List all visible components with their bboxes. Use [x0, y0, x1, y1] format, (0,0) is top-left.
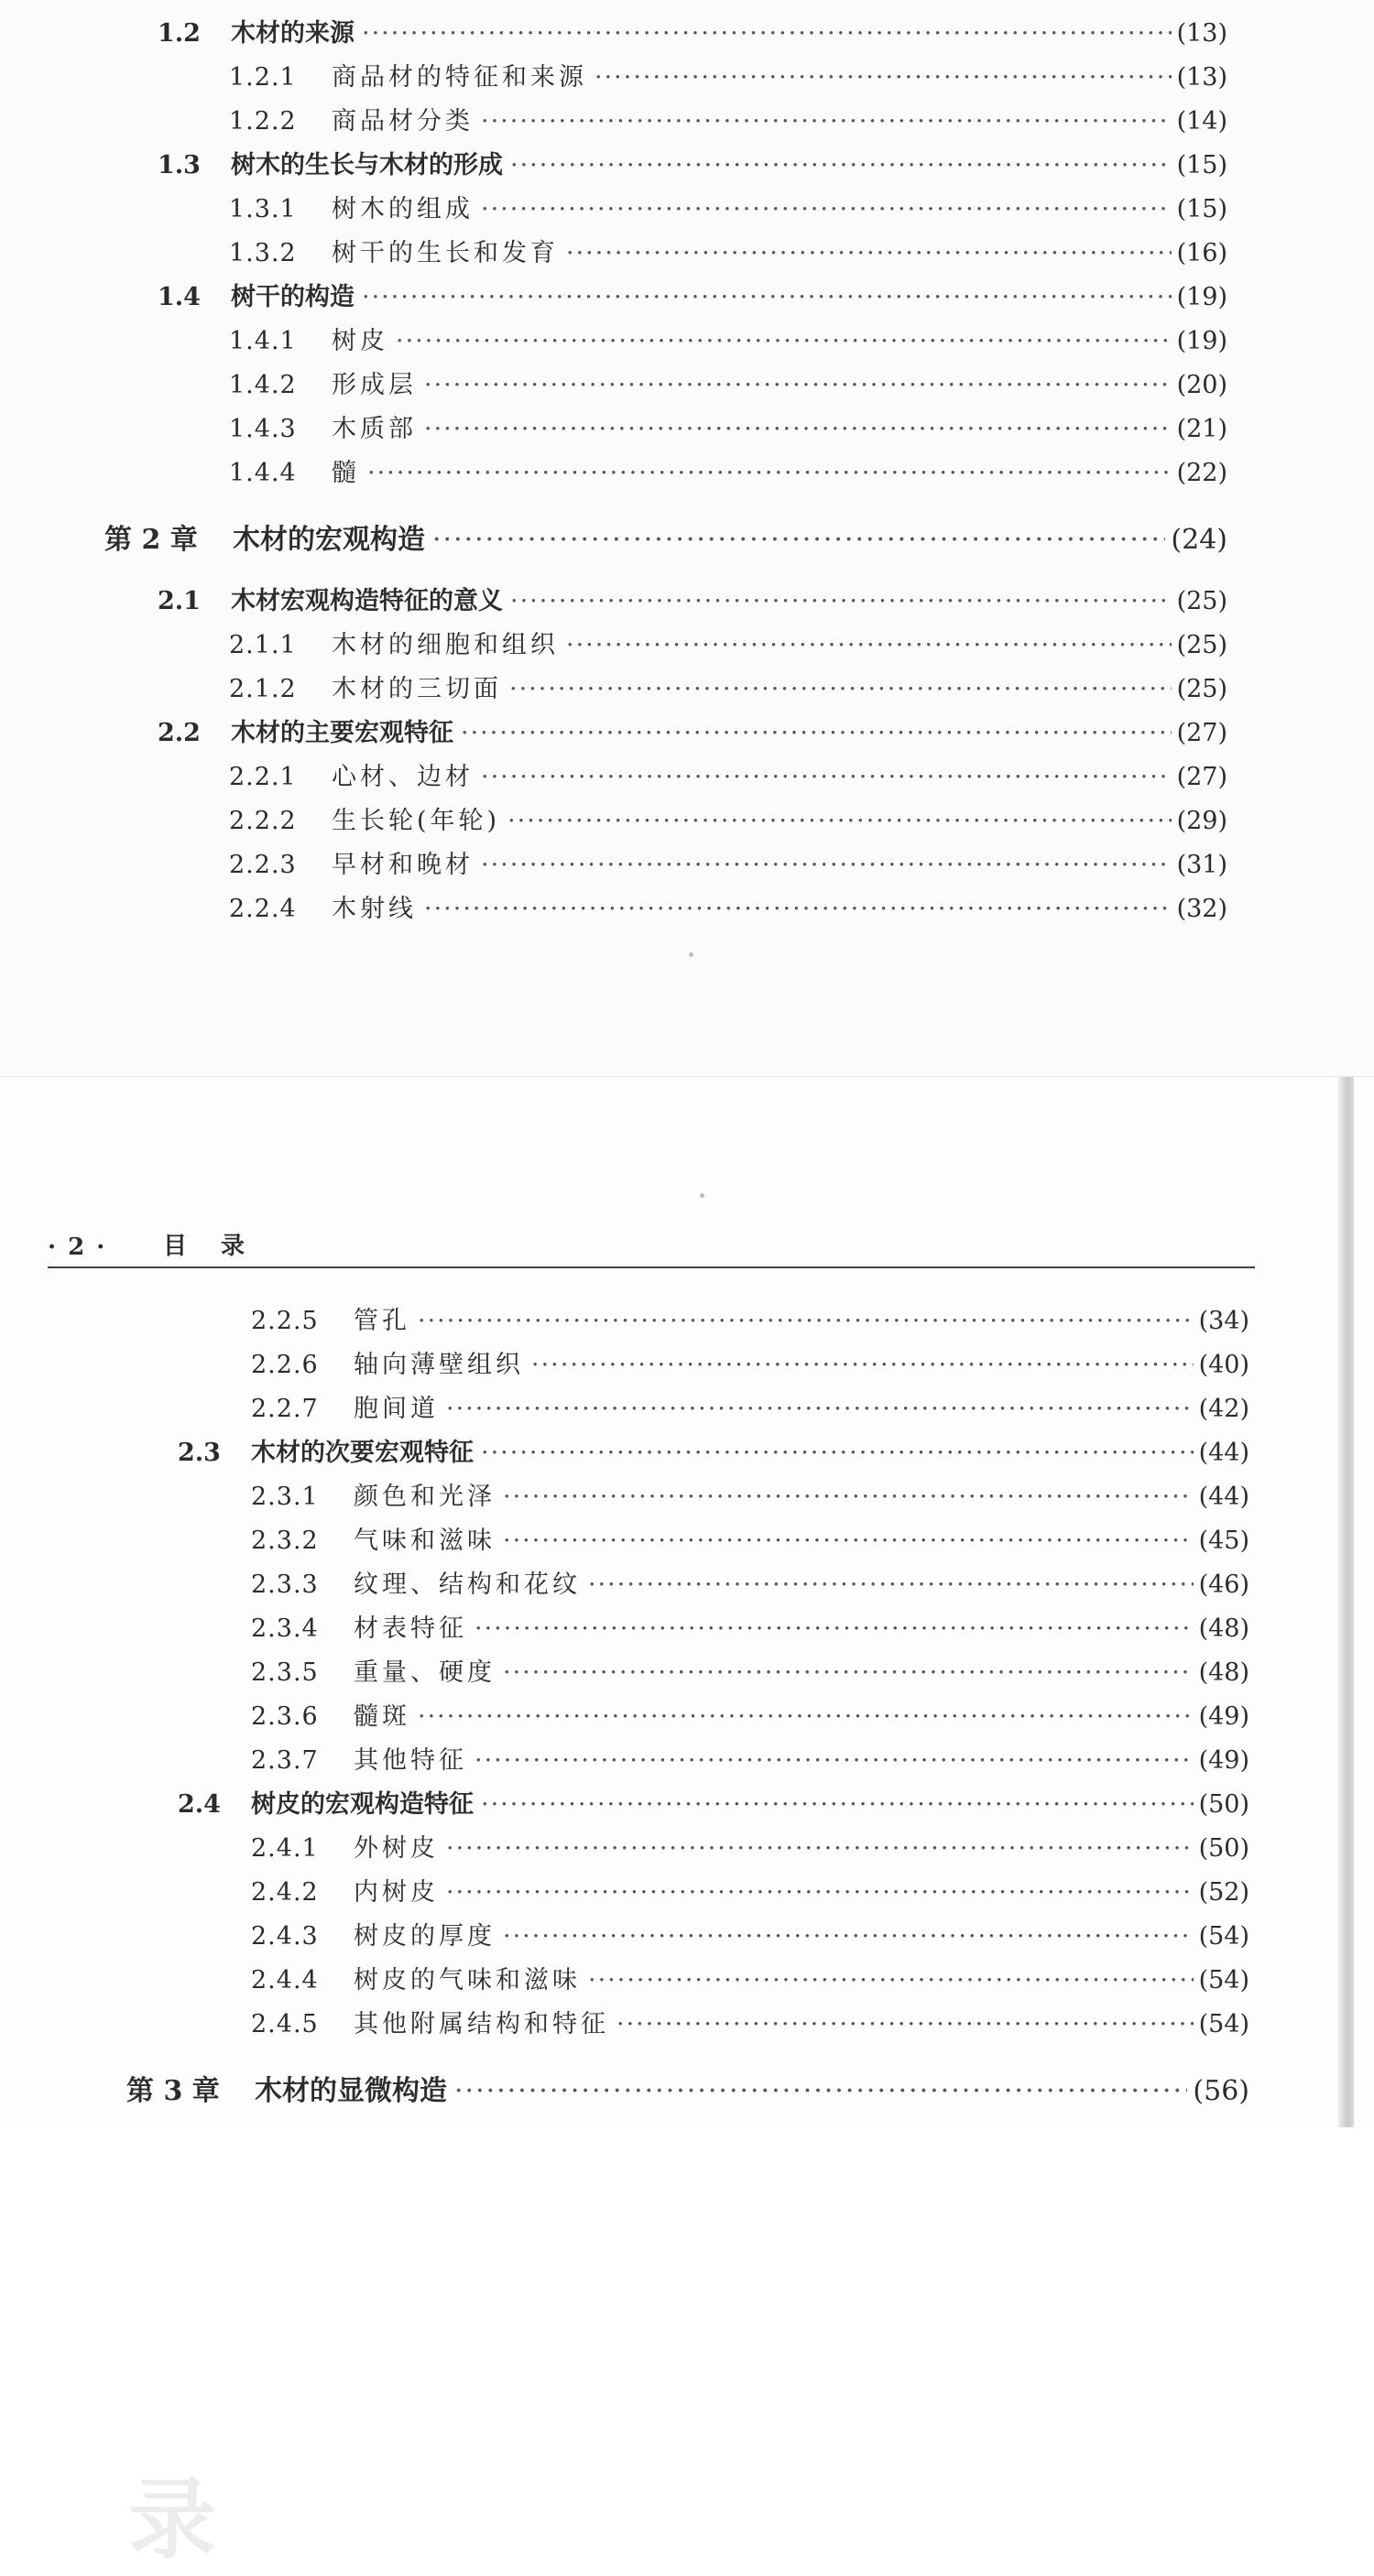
toc-entry-page: (56) — [1193, 2075, 1249, 2107]
header-title: 目 录 — [163, 1233, 258, 1260]
toc-entry — [251, 1740, 1249, 1776]
toc-entry-page: (21) — [1176, 415, 1227, 443]
toc-entry-title: 商品材的特征和来源 — [332, 63, 587, 92]
toc-entry-number: 1.3.2 — [229, 239, 297, 267]
toc-entry-number: 1.4 — [158, 283, 201, 311]
dot-leader — [424, 415, 1172, 443]
toc-entry-title: 髓 — [332, 459, 360, 487]
toc-entry-page: (49) — [1198, 1702, 1249, 1731]
toc-entry — [229, 844, 1227, 880]
toc-entry-title: 木材的宏观构造 — [233, 524, 425, 556]
toc-entry-title: 胞间道 — [354, 1395, 439, 1423]
toc-entry — [251, 1388, 1249, 1424]
toc-entry-number: 1.4.3 — [229, 415, 297, 443]
toc-entry-page: (13) — [1176, 63, 1227, 92]
dot-leader — [481, 107, 1172, 136]
toc-entry-page: (16) — [1176, 239, 1227, 267]
toc-entry-page: (25) — [1176, 675, 1227, 703]
toc-entry — [251, 1520, 1249, 1556]
toc-entry — [251, 2004, 1249, 2039]
dot-leader — [367, 459, 1172, 487]
toc-entry — [229, 101, 1227, 136]
dot-leader — [481, 195, 1172, 223]
toc-entry-title: 其他特征 — [354, 1746, 467, 1775]
toc-entry-page: (48) — [1198, 1614, 1249, 1643]
toc-entry-page: (24) — [1171, 524, 1227, 556]
toc-entry — [251, 1344, 1249, 1380]
toc-entry-page: (40) — [1198, 1351, 1249, 1379]
toc-entry-number: 2.4.1 — [251, 1834, 319, 1863]
toc-entry-number: 2.2.1 — [229, 763, 297, 791]
toc-entry-title: 心材、边材 — [332, 763, 474, 791]
dot-leader — [424, 371, 1172, 399]
toc-entry-page: (15) — [1176, 195, 1227, 223]
toc-entry — [229, 233, 1227, 268]
toc-entry-page: (45) — [1198, 1527, 1249, 1555]
toc-entry-number: 1.4.1 — [229, 327, 297, 355]
toc-entry-title: 材表特征 — [354, 1614, 467, 1643]
toc-entry-number: 2.1.2 — [229, 675, 297, 703]
dot-leader — [510, 587, 1172, 615]
toc-entry-page: (25) — [1176, 587, 1227, 615]
toc-entry — [229, 668, 1227, 704]
dot-leader — [446, 1834, 1194, 1863]
toc-entry-page: (32) — [1176, 895, 1227, 923]
toc-entry — [229, 321, 1227, 356]
dot-leader — [432, 524, 1165, 556]
toc-entry-page: (31) — [1176, 851, 1227, 879]
toc-entry-title: 木射线 — [332, 895, 417, 923]
toc-entry — [158, 581, 1227, 616]
dot-leader — [446, 1878, 1194, 1907]
dot-leader — [616, 2010, 1194, 2038]
toc-entry-number: 2.2.7 — [251, 1395, 319, 1423]
toc-page-upper — [0, 0, 1374, 1076]
dot-leader — [446, 1395, 1194, 1423]
dot-leader — [454, 2075, 1187, 2107]
toc-entry — [178, 1432, 1249, 1468]
toc-entry-page: (52) — [1198, 1878, 1249, 1907]
toc-entry-page: (29) — [1176, 807, 1227, 835]
toc-entry — [251, 1960, 1249, 1995]
dot-leader — [362, 19, 1172, 48]
toc-entry-number: 2.4 — [178, 1790, 221, 1819]
toc-entry-number: 2.2 — [158, 719, 201, 747]
toc-entry-number: 2.4.2 — [251, 1878, 319, 1907]
dot-leader — [503, 1483, 1194, 1511]
toc-entry — [251, 1476, 1249, 1512]
page-number: · 2 · — [48, 1234, 107, 1261]
toc-entry-page: (20) — [1176, 371, 1227, 399]
toc-entry-number: 2.3 — [178, 1439, 221, 1467]
toc-entry — [251, 1652, 1249, 1688]
toc-entry — [229, 756, 1227, 792]
toc-entry — [251, 1696, 1249, 1732]
toc-entry-title: 树木的生长与木材的形成 — [231, 151, 503, 179]
toc-entry-page: (54) — [1198, 1922, 1249, 1951]
toc-entry-number: 2.4.3 — [251, 1922, 319, 1951]
toc-entry-title: 早材和晚材 — [332, 851, 474, 879]
toc-entry — [229, 408, 1227, 444]
toc-entry-number: 2.2.5 — [251, 1307, 319, 1335]
toc-entry — [229, 625, 1227, 660]
toc-entry-number: 2.4.5 — [251, 2010, 319, 2038]
toc-entry — [126, 2068, 1249, 2108]
toc-entry-title: 木材的三切面 — [332, 675, 502, 703]
toc-entry-title: 木质部 — [332, 415, 417, 443]
toc-entry-page: (42) — [1198, 1395, 1249, 1423]
toc-entry-page: (25) — [1176, 631, 1227, 659]
toc-entry-number: 2.3.6 — [251, 1702, 319, 1731]
toc-entry-title: 木材的细胞和组织 — [332, 631, 559, 659]
toc-entry-number: 2.3.5 — [251, 1658, 319, 1687]
dot-leader — [396, 327, 1172, 355]
toc-entry-title: 商品材分类 — [332, 107, 474, 136]
dot-leader — [481, 1790, 1194, 1819]
toc-entry-number: 1.3 — [158, 151, 201, 179]
toc-entry-number: 2.3.4 — [251, 1614, 319, 1643]
toc-entry-number: 1.3.1 — [229, 195, 297, 223]
toc-entry-page: (49) — [1198, 1746, 1249, 1775]
toc-entry-number: 1.4.2 — [229, 371, 297, 399]
dot-leader — [481, 851, 1172, 879]
toc-entry-title: 轴向薄壁组织 — [354, 1351, 524, 1379]
toc-entry-page: (22) — [1176, 459, 1227, 487]
toc-entry — [178, 1784, 1249, 1820]
toc-entry-page: (48) — [1198, 1658, 1249, 1687]
dot-leader — [566, 239, 1172, 267]
toc-entry-title: 树木的组成 — [332, 195, 474, 223]
toc-entry-page: (50) — [1198, 1834, 1249, 1863]
toc-entry-title: 树干的构造 — [231, 283, 354, 311]
dot-leader — [510, 151, 1172, 179]
toc-entry-title: 形成层 — [332, 371, 417, 399]
toc-entry-title: 颜色和光泽 — [354, 1483, 496, 1511]
toc-entry — [229, 189, 1227, 224]
dot-leader — [588, 1571, 1194, 1599]
toc-entry-title: 髓斑 — [354, 1702, 410, 1731]
toc-entry — [229, 364, 1227, 400]
toc-entry-title: 纹理、结构和花纹 — [354, 1571, 581, 1599]
toc-entry-title: 木材的显微构造 — [255, 2075, 447, 2107]
toc-entry-title: 树皮的气味和滋味 — [354, 1966, 581, 1994]
dot-leader — [424, 895, 1172, 923]
toc-entry — [251, 1916, 1249, 1951]
toc-entry-page: (15) — [1176, 151, 1227, 179]
toc-entry — [229, 800, 1227, 836]
toc-entry-title: 木材的来源 — [231, 19, 354, 48]
toc-entry — [229, 452, 1227, 488]
toc-entry-number: 第 3 章 — [126, 2075, 220, 2107]
toc-entry-number: 1.2.2 — [229, 107, 297, 136]
toc-entry-number: 2.3.2 — [251, 1527, 319, 1555]
toc-entry — [158, 277, 1227, 312]
toc-entry-page: (19) — [1176, 327, 1227, 355]
toc-entry-title: 树皮的厚度 — [354, 1922, 496, 1951]
toc-entry — [251, 1608, 1249, 1644]
dot-leader — [566, 631, 1172, 659]
toc-entry-title: 木材宏观构造特征的意义 — [231, 587, 503, 615]
toc-entry — [251, 1872, 1249, 1908]
scan-speck — [700, 1193, 704, 1198]
toc-entry — [158, 145, 1227, 180]
toc-entry-page: (46) — [1198, 1571, 1249, 1599]
toc-entry-page: (54) — [1198, 1966, 1249, 1994]
dot-leader — [461, 719, 1172, 747]
toc-entry-number: 第 2 章 — [104, 524, 198, 556]
dot-leader — [474, 1746, 1194, 1775]
toc-entry-page: (14) — [1176, 107, 1227, 136]
toc-entry-number: 2.3.1 — [251, 1483, 319, 1511]
toc-entry-page: (19) — [1176, 283, 1227, 311]
dot-leader — [507, 807, 1171, 835]
toc-entry-number: 2.2.3 — [229, 851, 297, 879]
dot-leader — [509, 675, 1172, 703]
scan-speck — [689, 952, 693, 957]
dot-leader — [362, 283, 1172, 311]
dot-leader — [418, 1307, 1194, 1335]
toc-entry-title: 内树皮 — [354, 1878, 439, 1907]
toc-entry — [229, 57, 1227, 92]
toc-entry-number: 2.3.7 — [251, 1746, 319, 1775]
toc-entry-number: 2.3.3 — [251, 1571, 319, 1599]
toc-entry-title: 树皮 — [332, 327, 388, 355]
toc-entry-page: (50) — [1198, 1790, 1249, 1819]
toc-entry-title: 气味和滋味 — [354, 1527, 496, 1555]
toc-entry-page: (27) — [1176, 719, 1227, 747]
toc-entry-title: 木材的次要宏观特征 — [251, 1439, 474, 1467]
toc-entry-title: 树皮的宏观构造特征 — [251, 1790, 474, 1819]
toc-entry-title: 重量、硬度 — [354, 1658, 496, 1687]
bleed-through-text: 录 — [128, 2468, 225, 2571]
toc-entry-number: 2.2.2 — [229, 807, 297, 835]
dot-leader — [531, 1351, 1194, 1379]
toc-entry — [104, 516, 1227, 557]
toc-entry-page: (44) — [1198, 1483, 1249, 1511]
dot-leader — [503, 1658, 1194, 1687]
toc-entry — [158, 13, 1227, 49]
toc-entry-number: 2.2.4 — [229, 895, 297, 923]
toc-entry-title: 外树皮 — [354, 1834, 439, 1863]
toc-entry-number: 2.4.4 — [251, 1966, 319, 1994]
dot-leader — [594, 63, 1172, 92]
dot-leader — [503, 1527, 1194, 1555]
toc-entry-number: 2.1 — [158, 587, 201, 615]
toc-entry-page: (27) — [1176, 763, 1227, 791]
toc-entry-number: 1.2.1 — [229, 63, 297, 92]
toc-entry-page: (54) — [1198, 2010, 1249, 2038]
toc-entry — [251, 1828, 1249, 1864]
toc-entry-page: (13) — [1176, 19, 1227, 48]
toc-entry-title: 生长轮(年轮) — [332, 807, 501, 835]
dot-leader — [418, 1702, 1194, 1731]
toc-entry-title: 树干的生长和发育 — [332, 239, 559, 267]
toc-entry — [251, 1300, 1249, 1336]
toc-entry-title: 其他附属结构和特征 — [354, 2010, 609, 2038]
running-header — [48, 1224, 1255, 1268]
toc-entry-number: 2.2.6 — [251, 1351, 319, 1379]
dot-leader — [474, 1614, 1194, 1643]
toc-entry-page: (44) — [1198, 1439, 1249, 1467]
toc-entry — [251, 1564, 1249, 1600]
toc-entry — [158, 712, 1227, 748]
toc-entry-number: 1.4.4 — [229, 459, 297, 487]
toc-entry-title: 木材的主要宏观特征 — [231, 719, 453, 747]
dot-leader — [588, 1966, 1194, 1994]
toc-entry-title: 管孔 — [354, 1307, 410, 1335]
dot-leader — [481, 1439, 1194, 1467]
toc-entry-number: 1.2 — [158, 19, 201, 48]
dot-leader — [481, 763, 1172, 791]
toc-entry-number: 2.1.1 — [229, 631, 297, 659]
toc-entry-page: (34) — [1198, 1307, 1249, 1335]
dot-leader — [503, 1922, 1194, 1951]
toc-entry — [229, 888, 1227, 924]
